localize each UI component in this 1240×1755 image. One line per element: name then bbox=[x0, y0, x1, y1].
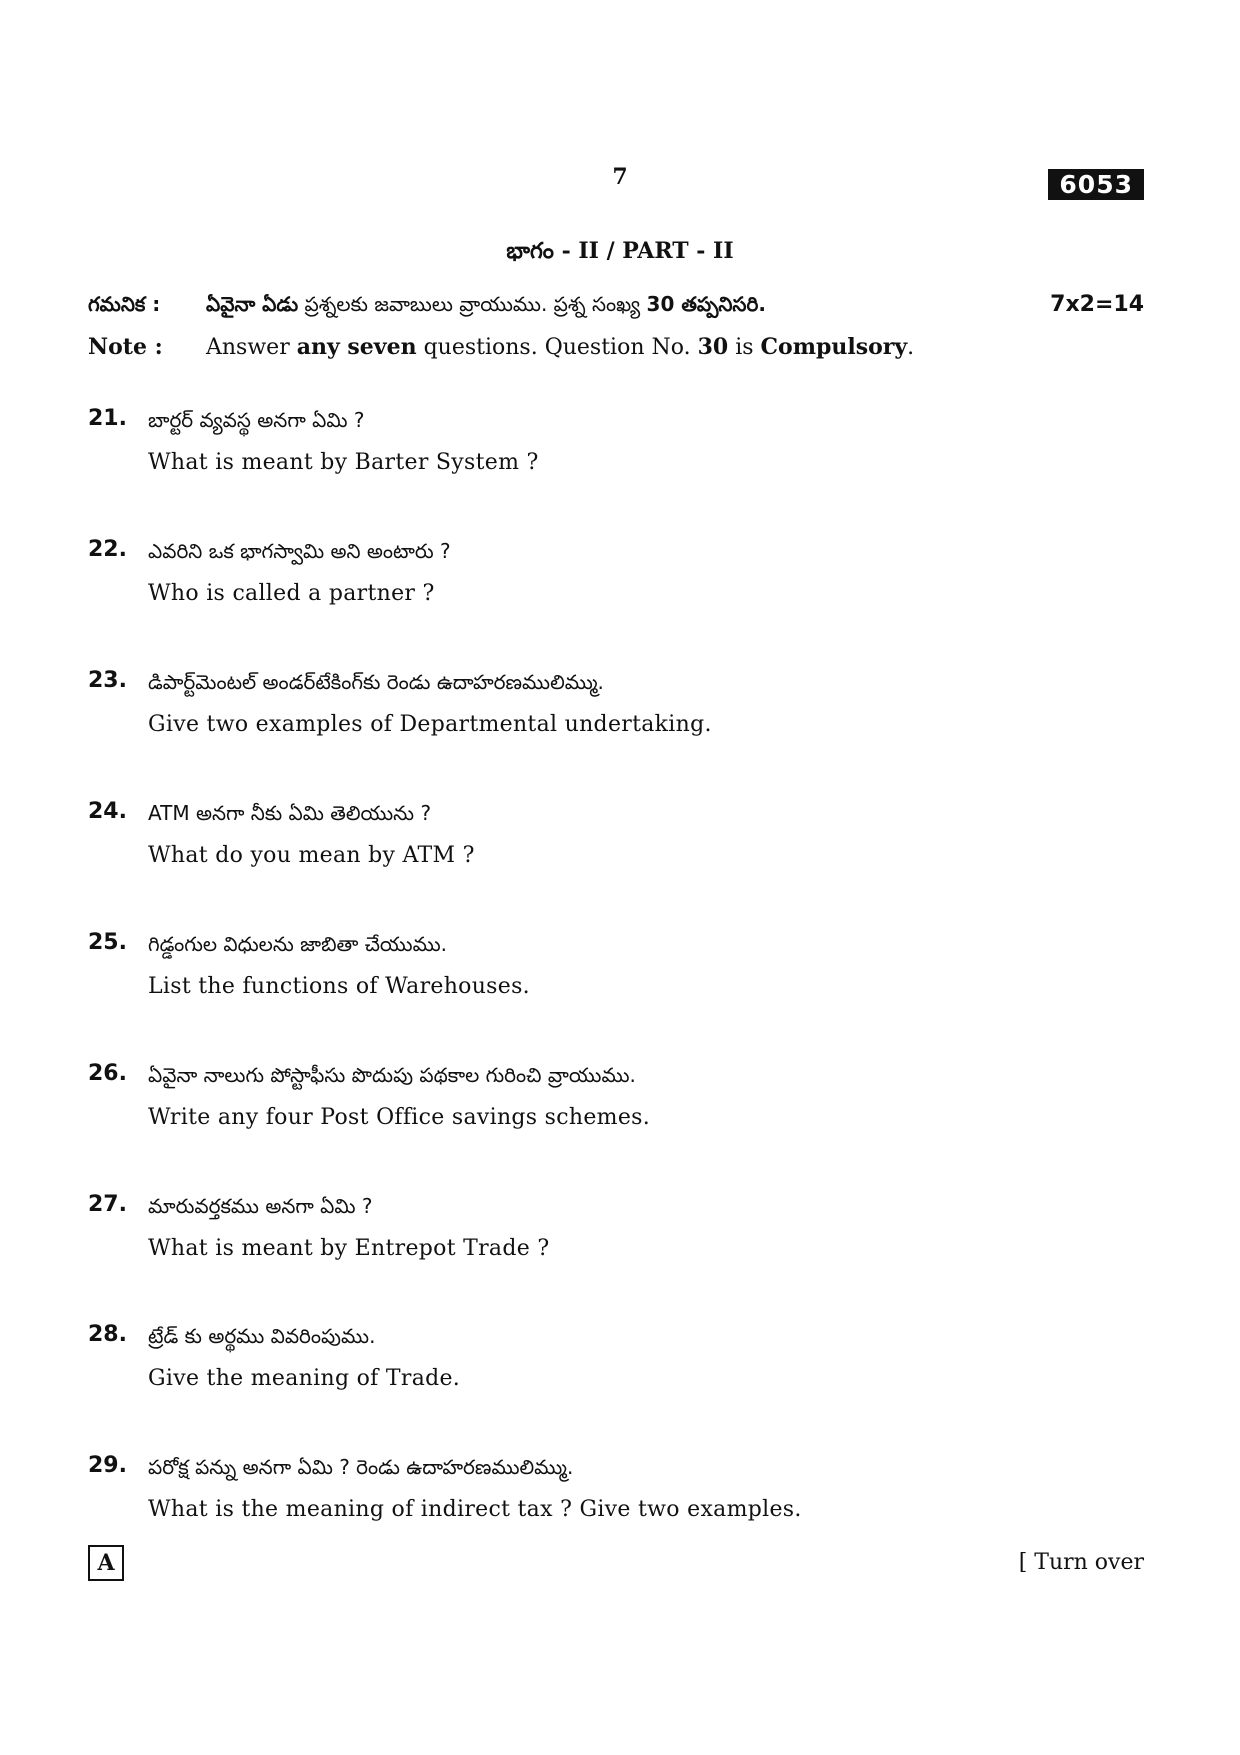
question-english: Write any four Post Office savings schemes. bbox=[148, 1105, 651, 1130]
telugu-note-text bbox=[206, 292, 766, 321]
note-text-part: is bbox=[728, 335, 761, 360]
question-english: What is meant by Entrepot Trade ? bbox=[148, 1236, 550, 1261]
telugu-note-label: గమనిక : bbox=[88, 292, 161, 316]
question-telugu: మారువర్తకము అనగా ఏమి ? bbox=[148, 1194, 373, 1218]
question-number: 25. bbox=[88, 930, 127, 955]
note-text-part: Answer bbox=[206, 335, 297, 360]
note-text-part: questions. Question No. bbox=[416, 335, 698, 360]
question-english: Give two examples of Departmental undertaking. bbox=[148, 712, 712, 737]
question-21 bbox=[88, 406, 1144, 506]
question-telugu: పరోక్ష పన్ను అనగా ఏమి ? రెండు ఉదాహరణములిమ్ము. bbox=[148, 1455, 574, 1479]
question-telugu: ఏవైనా నాలుగు పోస్టాఫీసు పొదుపు పథకాల గురించి వ్రాయుము. bbox=[148, 1063, 636, 1087]
question-number: 28. bbox=[88, 1322, 127, 1347]
question-24 bbox=[88, 799, 1144, 899]
question-telugu: బార్టర్ వ్యవస్థ అనగా ఏమి ? bbox=[148, 408, 365, 432]
question-english: What is meant by Barter System ? bbox=[148, 450, 539, 475]
question-number: 23. bbox=[88, 668, 127, 693]
question-telugu: ఎవరిని ఒక భాగస్వామి అని అంటారు ? bbox=[148, 539, 451, 563]
question-english: List the functions of Warehouses. bbox=[148, 974, 530, 999]
question-telugu: డిపార్ట్‌మెంటల్ అండర్‌టేకింగ్‌కు రెండు ఉదాహరణములిమ్ము. bbox=[148, 670, 604, 694]
note-emphasis-any-seven: any seven bbox=[296, 334, 417, 360]
question-english: What is the meaning of indirect tax ? Give two examples. bbox=[148, 1497, 802, 1522]
part-heading: భాగం - II / PART - II bbox=[506, 238, 734, 264]
telugu-note-ending: తప్పనిసరి. bbox=[674, 292, 766, 316]
question-number: 27. bbox=[88, 1192, 127, 1217]
question-english: Give the meaning of Trade. bbox=[148, 1366, 461, 1391]
question-number: 24. bbox=[88, 799, 127, 824]
question-telugu: గిడ్డంగుల విధులను జాబితా చేయుము. bbox=[148, 932, 448, 956]
question-27 bbox=[88, 1192, 1144, 1292]
question-number: 26. bbox=[88, 1061, 127, 1086]
telugu-note-middle: ప్రశ్నలకు జవాబులు వ్రాయుము. ప్రశ్న సంఖ్య bbox=[298, 292, 647, 316]
english-note-text bbox=[206, 334, 914, 360]
english-note-label: Note : bbox=[88, 334, 163, 360]
telugu-note-emphasis: ఏవైనా ఏడు bbox=[206, 292, 299, 316]
question-english: What do you mean by ATM ? bbox=[148, 843, 475, 868]
note-question-number: 30 bbox=[697, 334, 729, 360]
question-english: Who is called a partner ? bbox=[148, 581, 435, 606]
note-emphasis-compulsory: Compulsory bbox=[760, 334, 908, 360]
question-29 bbox=[88, 1453, 1144, 1553]
question-22 bbox=[88, 537, 1144, 637]
question-number: 29. bbox=[88, 1453, 127, 1478]
question-26 bbox=[88, 1061, 1144, 1161]
page-number: 7 bbox=[612, 164, 628, 190]
telugu-note-question-number: 30 bbox=[646, 292, 675, 316]
question-telugu: ATM అనగా నీకు ఏమి తెలియును ? bbox=[148, 801, 432, 825]
question-number: 22. bbox=[88, 537, 127, 562]
question-23 bbox=[88, 668, 1144, 768]
question-telugu: ట్రేడ్ కు అర్థము వివరింపుము. bbox=[148, 1324, 376, 1348]
question-28 bbox=[88, 1322, 1144, 1422]
note-text-part: . bbox=[907, 335, 915, 360]
marks-allocation: 7x2=14 bbox=[1050, 292, 1144, 317]
paper-code-badge: 6053 bbox=[1048, 169, 1144, 200]
set-label-box: A bbox=[88, 1545, 124, 1581]
turn-over-note: [ Turn over bbox=[1018, 1550, 1144, 1575]
question-number: 21. bbox=[88, 406, 127, 431]
question-25 bbox=[88, 930, 1144, 1030]
